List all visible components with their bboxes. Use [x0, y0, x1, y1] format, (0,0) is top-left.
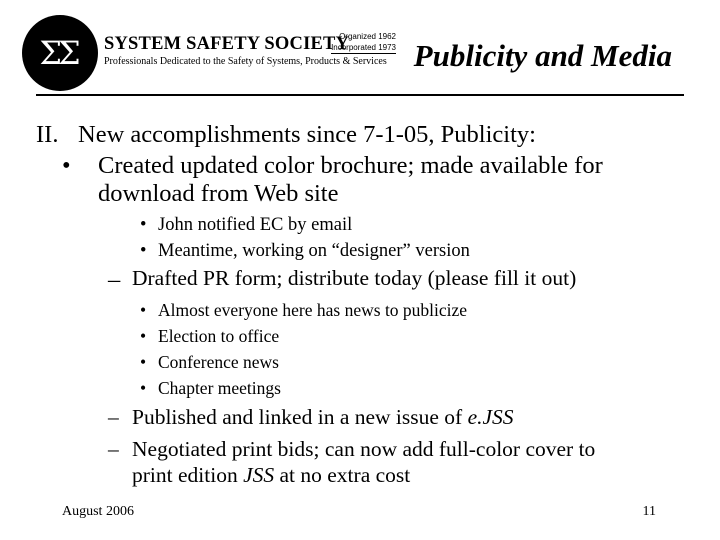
sub-bullet-email: John notified EC by email — [158, 215, 353, 235]
jss-italic: JSS — [243, 463, 275, 487]
sub-bullet-marker: • — [140, 352, 147, 372]
logo-sigma-text: ΣΣ — [39, 34, 77, 72]
bullet-marker: • — [62, 152, 71, 179]
org-tagline: Professionals Dedicated to the Safety of Systems, Products & Services — [104, 56, 387, 67]
heading-marker: II. — [36, 121, 59, 148]
dash-marker: – — [108, 437, 119, 461]
no-extra-cost-text: at no extra cost — [274, 463, 411, 487]
sub-bullet-marker: • — [140, 300, 147, 320]
page-number: 11 — [642, 504, 656, 519]
dash-marker: – — [108, 266, 121, 293]
org-name: SYSTEM SAFETY SOCIETY — [104, 34, 350, 54]
slide-title: Publicity and Media — [413, 38, 672, 73]
sub-bullet-marker: • — [140, 241, 147, 261]
bullet-brochure-line1: Created updated color brochure; made available for — [98, 152, 603, 179]
sub-bullet-conference: Conference news — [158, 352, 279, 372]
dash-ejss-italic: e.JSS — [467, 405, 514, 429]
dash-marker: – — [108, 405, 119, 429]
footer-date: August 2006 — [62, 504, 134, 519]
sub-bullet-marker: • — [140, 215, 147, 235]
organized-text: Organized 1962 — [339, 32, 396, 41]
section-heading: New accomplishments since 7-1-05, Publicity: — [78, 121, 536, 148]
dash-print-bids-line2 — [132, 463, 410, 488]
sub-bullet-news: Almost everyone here has news to publicize — [158, 300, 468, 320]
sub-bullet-election: Election to office — [158, 326, 280, 346]
dash-ejss — [132, 405, 514, 430]
sub-bullet-marker: • — [140, 326, 147, 346]
print-edition-text: print edition — [132, 463, 244, 487]
sub-bullet-designer: Meantime, working on “designer” version — [158, 241, 470, 261]
sub-bullet-marker: • — [140, 378, 147, 398]
dash-ejss-text: Published and linked in a new issue of — [132, 405, 468, 429]
incorporated-text: Incorporated 1973 — [331, 43, 396, 52]
dash-print-bids-line1: Negotiated print bids; can now add full-color cover to — [132, 437, 596, 461]
dash-pr-form: Drafted PR form; distribute today (please fill it out) — [132, 266, 577, 290]
bullet-brochure-line2: download from Web site — [98, 180, 339, 207]
sub-bullet-chapter: Chapter meetings — [158, 378, 281, 398]
